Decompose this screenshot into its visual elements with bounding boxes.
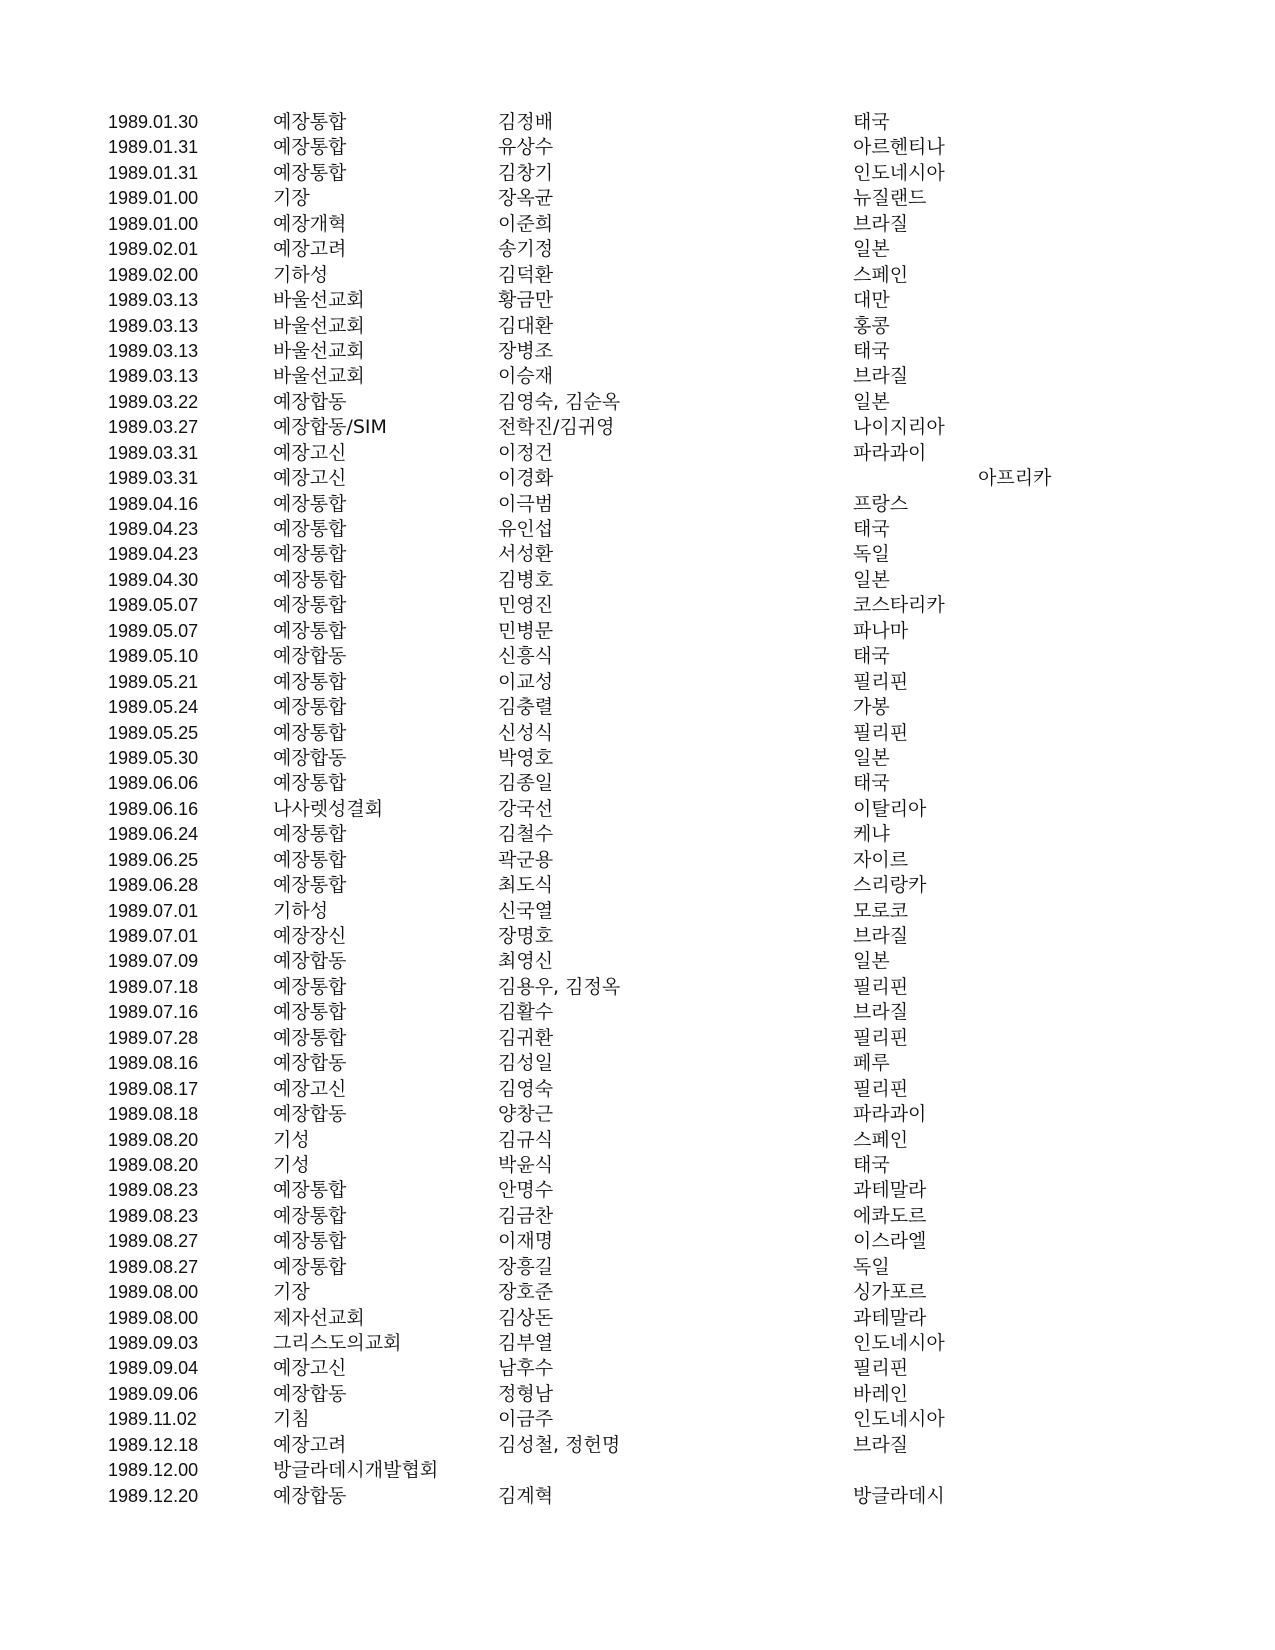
date-cell: 1989.08.23 (108, 1180, 199, 1201)
name-cell: 이극범 (498, 492, 554, 515)
date-cell: 1989.06.28 (108, 875, 199, 896)
date-cell: 1989.01.00 (108, 188, 199, 209)
table-row (108, 670, 1108, 695)
date-cell: 1989.01.31 (108, 137, 199, 158)
table-row (108, 1153, 1108, 1178)
date-cell: 1989.12.00 (108, 1460, 199, 1481)
name-cell: 박윤식 (498, 1153, 554, 1176)
date-cell: 1989.06.16 (108, 798, 199, 819)
date-cell: 1989.05.30 (108, 747, 199, 768)
organization-cell: 예장합동 (273, 1484, 347, 1507)
date-cell: 1989.12.20 (108, 1485, 199, 1506)
organization-cell: 예장통합 (273, 823, 347, 846)
organization-cell: 예장고신 (273, 1077, 347, 1100)
name-cell: 이경화 (498, 467, 554, 490)
table-row (108, 1356, 1108, 1381)
country-cell: 인도네시아 (853, 1332, 945, 1354)
date-cell: 1989.07.01 (108, 900, 199, 921)
date-cell: 1989.06.06 (108, 773, 199, 794)
date-cell: 1989.08.20 (108, 1129, 199, 1150)
organization-cell: 예장고신 (273, 467, 347, 490)
country-cell: 태국 (853, 645, 890, 668)
country-cell: 일본 (853, 568, 890, 591)
name-cell: 정형남 (498, 1382, 554, 1405)
organization-cell: 기하성 (273, 899, 329, 922)
country-cell: 가봉 (853, 696, 890, 719)
country-cell: 이탈리아 (853, 797, 927, 820)
table-row (108, 1407, 1108, 1432)
organization-cell: 예장통합 (273, 772, 347, 795)
table-row (108, 542, 1108, 567)
table-row (108, 873, 1108, 898)
name-cell: 김활수 (498, 1001, 554, 1024)
organization-cell: 예장합동 (273, 746, 347, 769)
organization-cell: 예장통합 (273, 161, 347, 184)
table-row (108, 161, 1108, 186)
date-cell: 1989.07.16 (108, 1002, 199, 1023)
country-cell: 방글라데시 (853, 1484, 945, 1507)
organization-cell: 예장고신 (273, 1357, 347, 1380)
table-row (108, 619, 1108, 644)
table-row (108, 517, 1108, 542)
country-cell: 스페인 (853, 263, 909, 286)
country-cell: 파라과이 (853, 441, 927, 464)
organization-cell: 예장통합 (273, 1026, 347, 1049)
name-cell: 김덕환 (498, 263, 554, 286)
country-cell: 과테말라 (853, 1179, 927, 1202)
name-cell: 이재명 (498, 1230, 554, 1253)
name-cell: 강국선 (498, 797, 554, 820)
country-cell: 코스타리카 (853, 594, 945, 617)
name-cell: 민병문 (498, 619, 554, 642)
date-cell: 1989.05.07 (108, 620, 199, 641)
country-cell: 모로코 (853, 899, 909, 922)
organization-cell: 예장통합 (273, 721, 347, 744)
date-cell: 1989.05.25 (108, 722, 199, 743)
organization-cell: 예장통합 (273, 568, 347, 591)
name-cell: 김용우, 김정옥 (498, 975, 621, 998)
date-cell: 1989.06.25 (108, 849, 199, 870)
name-cell: 김정배 (498, 111, 554, 133)
date-cell: 1989.05.21 (108, 671, 199, 692)
name-cell: 이금주 (498, 1408, 554, 1431)
date-cell: 1989.08.27 (108, 1256, 199, 1277)
organization-cell: 기성 (273, 1128, 310, 1151)
name-cell: 신국열 (498, 899, 554, 922)
table-row (108, 822, 1108, 847)
table-row (108, 1280, 1108, 1305)
organization-cell: 바울선교회 (273, 365, 365, 388)
name-cell: 김상돈 (498, 1306, 554, 1329)
name-cell: 김충렬 (498, 696, 554, 719)
country-cell: 케냐 (853, 823, 890, 846)
table-row (108, 1204, 1108, 1229)
organization-cell: 예장합동 (273, 1382, 347, 1405)
country-cell: 필리핀 (853, 721, 909, 744)
organization-cell: 예장고려 (273, 1433, 347, 1456)
date-cell: 1989.08.17 (108, 1078, 199, 1099)
name-cell: 곽군용 (498, 848, 554, 871)
date-cell: 1989.04.16 (108, 493, 199, 514)
table-row (108, 771, 1108, 796)
country-cell: 일본 (853, 746, 890, 769)
date-cell: 1989.08.27 (108, 1231, 199, 1252)
organization-cell: 예장통합 (273, 136, 347, 159)
country-cell: 과테말라 (853, 1306, 927, 1329)
name-cell: 장명호 (498, 925, 554, 947)
date-cell: 1989.05.10 (108, 646, 199, 667)
name-cell: 유상수 (498, 136, 554, 159)
table-row (108, 593, 1108, 618)
country-cell: 싱가포르 (853, 1281, 927, 1304)
date-cell: 1989.02.01 (108, 239, 199, 260)
organization-cell: 예장통합 (273, 874, 347, 897)
table-row (108, 1433, 1108, 1458)
name-cell: 김성일 (498, 1052, 554, 1075)
date-cell: 1989.11.02 (108, 1409, 197, 1430)
organization-cell: 예장합동 (273, 1052, 347, 1075)
region-cell: 아프리카 (978, 467, 1052, 490)
date-cell: 1989.03.13 (108, 340, 199, 361)
table-row (108, 695, 1108, 720)
name-cell: 송기정 (498, 238, 554, 261)
date-cell: 1989.07.18 (108, 976, 199, 997)
organization-cell: 기침 (273, 1408, 310, 1431)
country-cell: 브라질 (853, 1001, 909, 1024)
date-cell: 1989.07.09 (108, 951, 199, 972)
organization-cell: 기하성 (273, 263, 329, 286)
table-row (108, 848, 1108, 873)
organization-cell: 예장통합 (273, 848, 347, 871)
country-cell: 인도네시아 (853, 161, 945, 184)
table-row (108, 1484, 1108, 1509)
name-cell: 김창기 (498, 161, 554, 184)
table-row (108, 1306, 1108, 1331)
table-row (108, 466, 1108, 491)
table-row (108, 924, 1108, 949)
table-row (108, 339, 1108, 364)
organization-cell: 예장고려 (273, 238, 347, 261)
table-row (108, 797, 1108, 822)
date-cell: 1989.08.20 (108, 1154, 199, 1175)
country-cell: 필리핀 (853, 670, 909, 693)
table-row (108, 263, 1108, 288)
name-cell: 김종일 (498, 772, 554, 795)
organization-cell: 그리스도의교회 (273, 1332, 402, 1354)
date-cell: 1989.03.31 (108, 468, 199, 489)
country-cell: 에콰도르 (853, 1204, 927, 1227)
organization-cell: 예장통합 (273, 1230, 347, 1253)
country-cell: 파나마 (853, 619, 909, 642)
date-cell: 1989.07.01 (108, 926, 199, 946)
organization-cell: 예장합동/SIM (273, 416, 387, 439)
organization-cell: 예장통합 (273, 975, 347, 998)
name-cell: 김귀환 (498, 1026, 554, 1049)
name-cell: 김부열 (498, 1332, 554, 1354)
organization-cell: 예장통합 (273, 1001, 347, 1024)
name-cell: 신흥식 (498, 645, 554, 668)
date-cell: 1989.08.23 (108, 1205, 199, 1226)
date-cell: 1989.07.28 (108, 1027, 199, 1048)
table-row (108, 441, 1108, 466)
name-cell: 김병호 (498, 568, 554, 591)
organization-cell: 기장 (273, 1281, 310, 1304)
table-row (108, 644, 1108, 669)
table-row (108, 1178, 1108, 1203)
date-cell: 1989.01.30 (108, 112, 199, 132)
organization-cell: 바울선교회 (273, 314, 365, 337)
country-cell: 프랑스 (853, 492, 909, 515)
country-cell: 스리랑카 (853, 874, 927, 897)
organization-cell: 예장통합 (273, 670, 347, 693)
country-cell: 필리핀 (853, 1357, 909, 1380)
name-cell: 신성식 (498, 721, 554, 744)
name-cell: 김금찬 (498, 1204, 554, 1227)
country-cell: 브라질 (853, 925, 909, 947)
country-cell: 아르헨티나 (853, 136, 945, 159)
name-cell: 안명수 (498, 1179, 554, 1202)
country-cell: 스페인 (853, 1128, 909, 1151)
date-cell: 1989.09.03 (108, 1333, 199, 1353)
country-cell: 파라과이 (853, 1103, 927, 1126)
organization-cell: 예장장신 (273, 925, 347, 947)
table-row (108, 1102, 1108, 1127)
table-row (108, 1229, 1108, 1254)
country-cell: 태국 (853, 339, 890, 362)
country-cell: 일본 (853, 950, 890, 973)
organization-cell: 기장 (273, 187, 310, 210)
table-row (108, 237, 1108, 262)
organization-cell: 예장합동 (273, 1103, 347, 1126)
date-cell: 1989.08.00 (108, 1282, 199, 1303)
organization-cell: 예장통합 (273, 1179, 347, 1202)
country-cell: 대만 (853, 289, 890, 312)
organization-cell: 예장통합 (273, 492, 347, 515)
date-cell: 1989.04.23 (108, 519, 199, 539)
table-row (108, 746, 1108, 771)
country-cell: 필리핀 (853, 1026, 909, 1049)
date-cell: 1989.04.23 (108, 544, 199, 565)
name-cell: 장병조 (498, 339, 554, 362)
organization-cell: 예장통합 (273, 1255, 347, 1278)
name-cell: 최영신 (498, 950, 554, 973)
organization-cell: 예장고신 (273, 441, 347, 464)
organization-cell: 예장통합 (273, 111, 347, 133)
table-row (108, 492, 1108, 517)
country-cell: 필리핀 (853, 1077, 909, 1100)
organization-cell: 예장통합 (273, 696, 347, 719)
name-cell: 김성철, 정헌명 (498, 1433, 621, 1456)
country-cell: 나이지리아 (853, 416, 945, 439)
table-row (108, 415, 1108, 440)
date-cell: 1989.03.13 (108, 315, 199, 336)
organization-cell: 기성 (273, 1153, 310, 1176)
date-cell: 1989.05.24 (108, 697, 199, 718)
date-cell: 1989.03.31 (108, 442, 199, 463)
organization-cell: 예장통합 (273, 594, 347, 617)
name-cell: 서성환 (498, 543, 554, 566)
name-cell: 박영호 (498, 746, 554, 769)
table-row (108, 1000, 1108, 1025)
table-row (108, 135, 1108, 160)
organization-cell: 예장합동 (273, 950, 347, 973)
date-cell: 1989.06.24 (108, 824, 199, 845)
organization-cell: 예장통합 (273, 1204, 347, 1227)
country-cell: 태국 (853, 772, 890, 795)
table-row (108, 721, 1108, 746)
name-cell: 장옥균 (498, 187, 554, 210)
organization-cell: 예장통합 (273, 543, 347, 566)
date-cell: 1989.03.27 (108, 417, 199, 438)
country-cell: 자이르 (853, 848, 909, 871)
date-cell: 1989.02.00 (108, 264, 199, 285)
name-cell: 이준희 (498, 212, 554, 235)
country-cell: 태국 (853, 1153, 890, 1176)
name-cell: 전학진/김귀영 (498, 416, 615, 439)
table-row (108, 1077, 1108, 1102)
organization-cell: 방글라데시개발협회 (273, 1459, 439, 1482)
organization-cell: 제자선교회 (273, 1306, 365, 1329)
table-row (108, 1255, 1108, 1280)
name-cell: 이정건 (498, 441, 554, 464)
country-cell: 브라질 (853, 1433, 909, 1456)
country-cell: 브라질 (853, 212, 909, 235)
table-row (108, 568, 1108, 593)
table-row (108, 1051, 1108, 1076)
name-cell: 김규식 (498, 1128, 554, 1151)
table-row (108, 364, 1108, 389)
country-cell: 독일 (853, 1255, 890, 1278)
name-cell: 남후수 (498, 1357, 554, 1380)
table-row (108, 975, 1108, 1000)
table-row (108, 314, 1108, 339)
country-cell: 홍콩 (853, 314, 890, 337)
table-row (108, 212, 1108, 237)
organization-cell: 예장통합 (273, 518, 347, 540)
date-cell: 1989.03.13 (108, 290, 199, 311)
date-cell: 1989.04.30 (108, 569, 199, 590)
name-cell: 황금만 (498, 289, 554, 312)
table-row (108, 1128, 1108, 1153)
date-cell: 1989.05.07 (108, 595, 199, 616)
table-row (108, 1331, 1108, 1356)
country-cell: 일본 (853, 238, 890, 261)
missionary-table (108, 110, 1108, 1509)
table-row (108, 110, 1108, 135)
table-row (108, 390, 1108, 415)
table-row (108, 1382, 1108, 1407)
date-cell: 1989.03.22 (108, 391, 199, 412)
name-cell: 김대환 (498, 314, 554, 337)
country-cell: 이스라엘 (853, 1230, 927, 1253)
country-cell: 뉴질랜드 (853, 187, 927, 210)
organization-cell: 바울선교회 (273, 339, 365, 362)
date-cell: 1989.01.31 (108, 162, 199, 183)
country-cell: 브라질 (853, 365, 909, 388)
country-cell: 인도네시아 (853, 1408, 945, 1431)
name-cell: 장흥길 (498, 1255, 554, 1278)
date-cell: 1989.01.00 (108, 213, 199, 234)
table-row (108, 1458, 1108, 1483)
date-cell: 1989.09.06 (108, 1383, 199, 1404)
organization-cell: 예장개혁 (273, 212, 347, 235)
organization-cell: 예장합동 (273, 645, 347, 668)
organization-cell: 예장합동 (273, 390, 347, 413)
name-cell: 김철수 (498, 823, 554, 846)
name-cell: 장호준 (498, 1281, 554, 1304)
name-cell: 김영숙, 김순옥 (498, 390, 621, 413)
date-cell: 1989.09.04 (108, 1358, 199, 1379)
name-cell: 이교성 (498, 670, 554, 693)
table-row (108, 899, 1108, 924)
date-cell: 1989.08.00 (108, 1307, 199, 1328)
organization-cell: 바울선교회 (273, 289, 365, 312)
table-row (108, 186, 1108, 211)
country-cell: 페루 (853, 1052, 890, 1075)
name-cell: 김영숙 (498, 1077, 554, 1100)
table-row (108, 949, 1108, 974)
organization-cell: 나사렛성결회 (273, 797, 384, 820)
name-cell: 양창근 (498, 1103, 554, 1126)
table-row (108, 288, 1108, 313)
organization-cell: 예장통합 (273, 619, 347, 642)
name-cell: 민영진 (498, 594, 554, 617)
table-row (108, 1026, 1108, 1051)
name-cell: 최도식 (498, 874, 554, 897)
date-cell: 1989.12.18 (108, 1434, 199, 1455)
country-cell: 태국 (853, 518, 890, 540)
country-cell: 일본 (853, 390, 890, 413)
country-cell: 태국 (853, 111, 890, 133)
name-cell: 김계혁 (498, 1484, 554, 1507)
country-cell: 독일 (853, 543, 890, 566)
date-cell: 1989.08.18 (108, 1104, 199, 1125)
name-cell: 이승재 (498, 365, 554, 388)
name-cell: 유인섭 (498, 518, 554, 540)
country-cell: 필리핀 (853, 975, 909, 998)
date-cell: 1989.03.13 (108, 366, 199, 387)
date-cell: 1989.08.16 (108, 1053, 199, 1074)
country-cell: 바레인 (853, 1382, 909, 1405)
